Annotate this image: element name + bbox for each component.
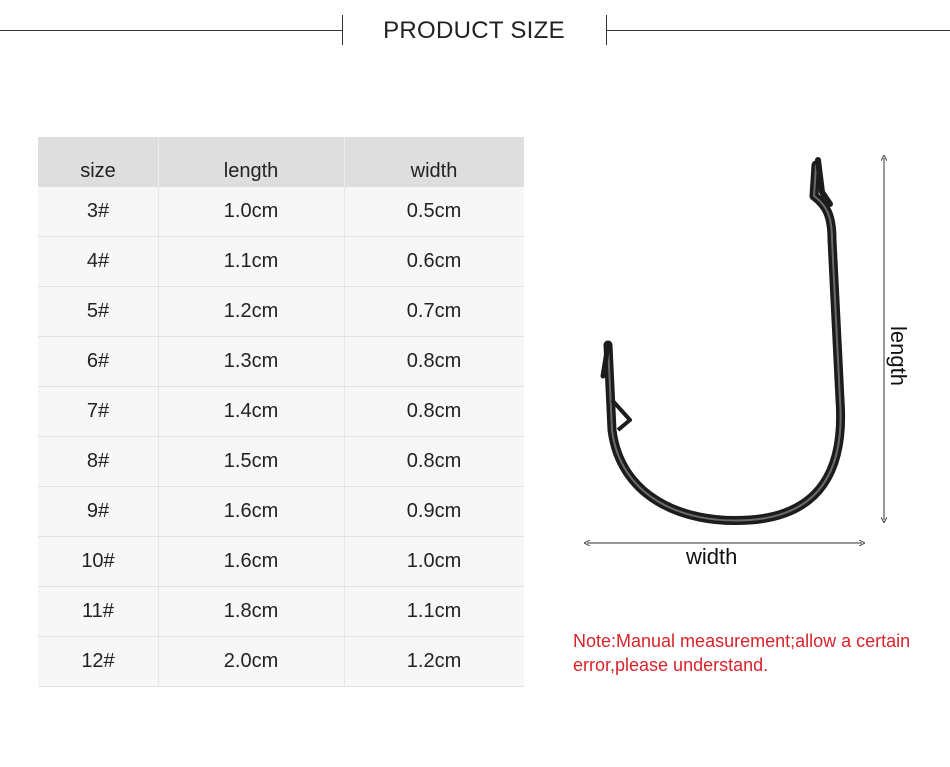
- length-label: length: [886, 326, 911, 386]
- size-cell: 4#: [86, 250, 110, 272]
- header-rule-left: [0, 30, 342, 31]
- table-header: [38, 137, 524, 187]
- width-cell: 1.0cm: [406, 550, 462, 572]
- size-cell: 9#: [86, 500, 110, 522]
- size-cell: 6#: [86, 350, 110, 372]
- width-cell: 1.2cm: [406, 650, 462, 672]
- width-cell: 0.5cm: [406, 200, 462, 222]
- size-cell: 5#: [86, 300, 110, 322]
- header-tick-left: [342, 15, 343, 45]
- measurement-note: Note:Manual measurement;allow a certain error,please understand.: [573, 631, 911, 675]
- size-cell: 12#: [81, 650, 115, 672]
- size-cell: 10#: [81, 550, 115, 572]
- size-cell: 11#: [82, 600, 114, 622]
- header-rule-right: [606, 30, 950, 31]
- length-cell: 1.6cm: [223, 500, 279, 522]
- column-header-size: size: [80, 160, 116, 182]
- width-cell: 0.8cm: [406, 400, 462, 422]
- table-row: [38, 587, 524, 637]
- table-row: [38, 387, 524, 437]
- width-cell: 0.8cm: [406, 350, 462, 372]
- width-cell: 0.7cm: [406, 300, 462, 322]
- length-cell: 1.5cm: [223, 450, 279, 472]
- size-cell: 3#: [86, 200, 110, 222]
- length-cell: 1.4cm: [223, 400, 279, 422]
- size-cell: 7#: [86, 400, 110, 422]
- width-cell: 0.6cm: [406, 250, 462, 272]
- size-cell: 8#: [86, 450, 110, 472]
- table-row: [38, 287, 524, 337]
- length-cell: 2.0cm: [223, 650, 279, 672]
- length-cell: 1.0cm: [223, 200, 279, 222]
- table-row: [38, 437, 524, 487]
- table-row: [38, 637, 524, 687]
- length-cell: 1.3cm: [223, 350, 279, 372]
- length-cell: 1.1cm: [223, 250, 279, 272]
- width-cell: 0.9cm: [406, 500, 462, 522]
- length-cell: 1.6cm: [223, 550, 279, 572]
- table-row: [38, 537, 524, 587]
- length-cell: 1.8cm: [223, 600, 279, 622]
- width-label: width: [686, 544, 738, 569]
- width-cell: 0.8cm: [406, 450, 462, 472]
- table-row: [38, 337, 524, 387]
- column-header-length: length: [223, 160, 279, 182]
- table-body: [38, 187, 524, 687]
- length-cell: 1.2cm: [223, 300, 279, 322]
- table-row: [38, 187, 524, 237]
- table-row: [38, 237, 524, 287]
- column-header-width: width: [410, 160, 458, 182]
- width-cell: 1.1cm: [406, 600, 462, 622]
- table-row: [38, 487, 524, 537]
- size-table: [38, 137, 524, 687]
- page-title: PRODUCT SIZE: [383, 17, 565, 44]
